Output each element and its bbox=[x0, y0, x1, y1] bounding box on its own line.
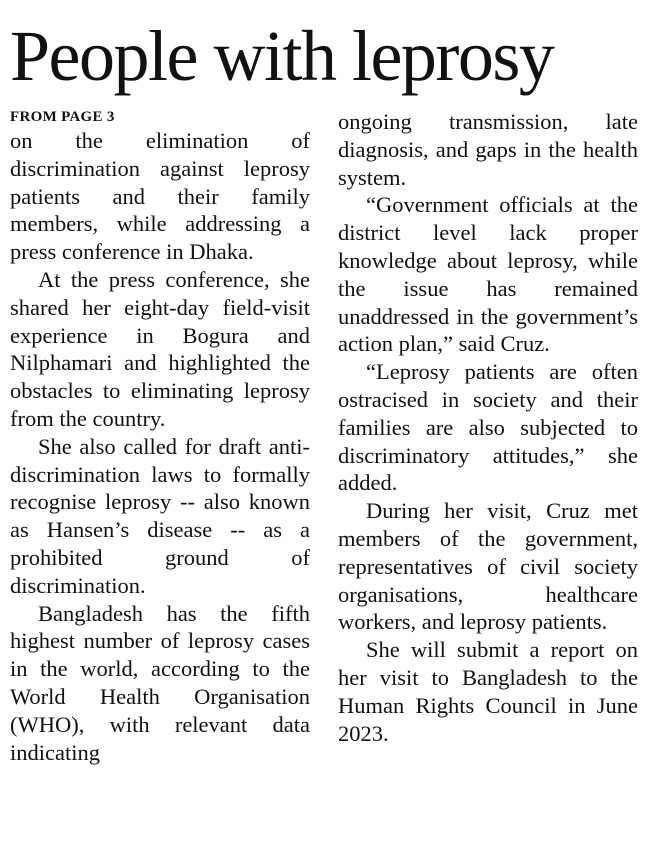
paragraph-ostracised-quote: “Leprosy patients are often ostracised in society and their families are also subjected to discriminatory attitudes,” she added. bbox=[338, 359, 638, 496]
paragraph-government-officials-quote: “Government officials at the district level lack proper knowledge about leprosy, while the issue has remained unaddressed in the government’s action plan,” said Cruz. bbox=[338, 192, 638, 357]
paragraph-continuation: on the elimination of discrimination against leprosy patients and their family members, while addressing a press conference in Dhaka. bbox=[10, 128, 310, 265]
paragraph-bangladesh-ranking: Bangladesh has the fifth highest number of leprosy cases in the world, according to the World Health Organisation (WHO), with relevant data indicating bbox=[10, 600, 310, 765]
article-column-left bbox=[10, 107, 310, 766]
paragraph-report-submission: She will submit a report on her visit to Bangladesh to the Human Rights Council in June 2023. bbox=[338, 637, 638, 746]
article-column-right bbox=[338, 108, 638, 747]
paragraph-visit-meetings: During her visit, Cruz met members of the government, representatives of civil society organisations, healthcare workers, and leprosy patients. bbox=[338, 498, 638, 635]
continuation-kicker: FROM PAGE 3 bbox=[10, 109, 115, 125]
paragraph-press-conference: At the press conference, she shared her eight-day field-visit experience in Bogura and Nilphamari and highlighted the obstacles to eliminating leprosy from the country. bbox=[10, 266, 310, 431]
headline: People with leprosy bbox=[10, 16, 554, 96]
paragraph-anti-discrimination-laws: She also called for draft anti-discrimination laws to formally recognise leprosy -- also known as Hansen’s disease -- as a prohibited ground of discrimination. bbox=[10, 433, 310, 598]
paragraph-transmission: ongoing transmission, late diagnosis, and gaps in the health system. bbox=[338, 109, 638, 190]
